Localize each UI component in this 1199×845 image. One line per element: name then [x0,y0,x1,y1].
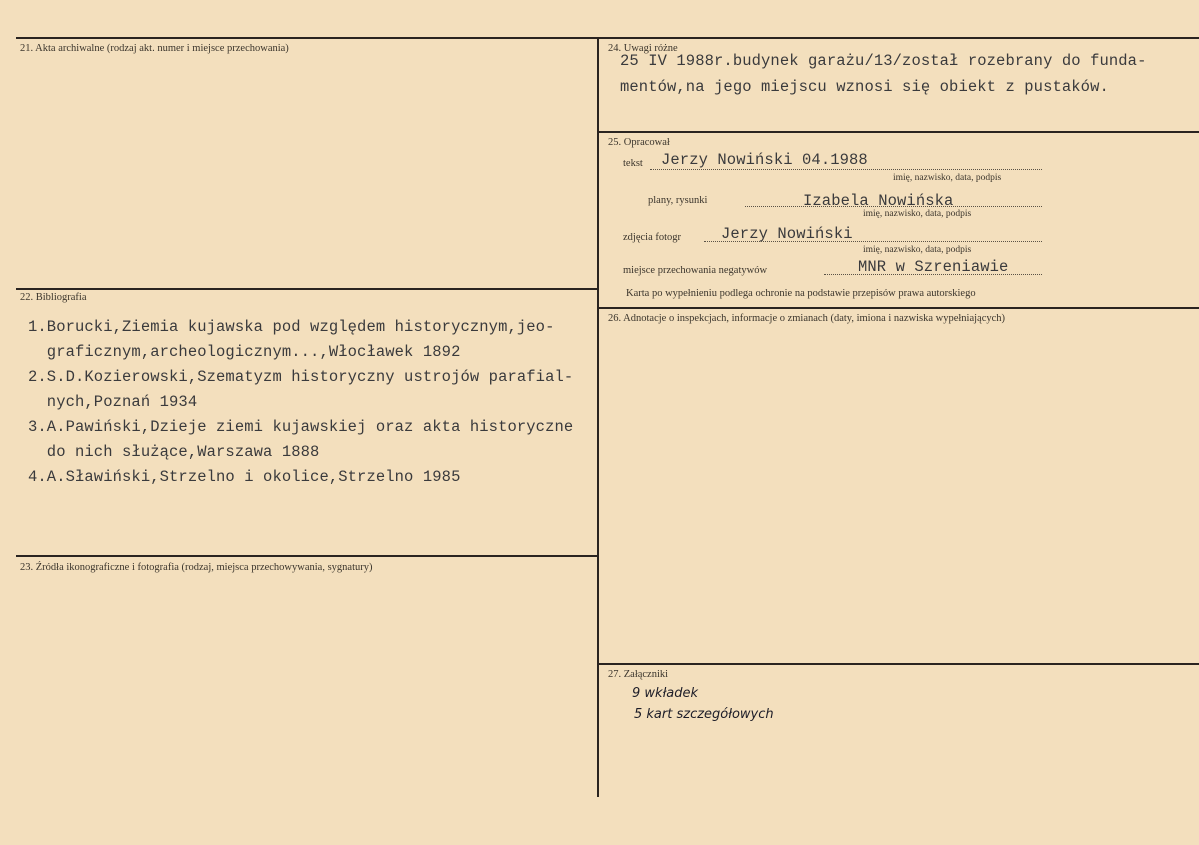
section-27-label: 27. Załączniki [608,669,669,680]
zdjecia-label: zdjęcia fotogr [623,232,682,243]
attachment-line: 9 wkładek [632,686,699,701]
divider-21-22 [16,288,598,290]
divider-24-25 [598,131,1199,133]
miejsce-label: miejsce przechowania negatywów [623,265,768,276]
tekst-value: Jerzy Nowiński 04.1988 [661,151,868,169]
section-25-label: 25. Opracował [608,137,670,148]
miejsce-value: MNR w Szreniawie [858,258,1009,276]
divider-26-27 [598,663,1199,665]
section-21-label: 21. Akta archiwalne (rodzaj akt. numer i miejsce przechowania) [20,43,289,54]
copyright-note: Karta po wypełnieniu podlega ochronie na podstawie przepisów prawa autorskiego [626,288,976,299]
plany-caption: imię, nazwisko, data, podpis [863,209,972,219]
zdjecia-value: Jerzy Nowiński [721,225,853,243]
remarks-line: mentów,na jego miejscu wznosi się obiekt z pustaków. [620,78,1109,96]
miejsce-dotted-line [824,274,1042,275]
bibliography-line: 1.Borucki,Ziemia kujawska pod względem historycznym,jeo- [28,318,555,336]
zdjecia-dotted-line [704,241,1042,242]
bibliography-line: nych,Poznań 1934 [28,393,198,411]
section-26-label: 26. Adnotacje o inspekcjach, informacje o zmianach (daty, imiona i nazwiska wypełniających) [608,313,1006,324]
bibliography-line: 3.A.Pawiński,Dzieje ziemi kujawskiej oraz akta historyczne [28,418,574,436]
section-24-label: 24. Uwagi różne [608,43,678,54]
divider-25-26 [598,307,1199,309]
tekst-label: tekst [623,158,643,169]
bibliography-line: do nich służące,Warszawa 1888 [28,443,320,461]
plany-dotted-line [745,206,1042,207]
plany-value: Izabela Nowińska [803,192,954,210]
divider-22-23 [16,555,598,557]
section-22-label: 22. Bibliografia [20,292,87,303]
tekst-dotted-line [650,169,1042,170]
column-divider [597,37,599,797]
bibliography-line: 4.A.Sławiński,Strzelno i okolice,Strzelno 1985 [28,468,461,486]
plany-label: plany, rysunki [648,195,708,206]
tekst-caption: imię, nazwisko, data, podpis [893,173,1002,183]
remarks-line: 25 IV 1988r.budynek garażu/13/został rozebrany do funda- [620,52,1147,70]
attachment-line: 5 kart szczegółowych [634,707,774,722]
bibliography-line: graficznym,archeologicznym...,Włocławek 1892 [28,343,461,361]
bibliography-line: 2.S.D.Kozierowski,Szematyzm historyczny ustrojów parafial- [28,368,574,386]
top-border [16,37,1199,39]
section-23-label: 23. Źródła ikonograficzne i fotografia (rodzaj, miejsca przechowywania, sygnatury) [20,562,373,573]
zdjecia-caption: imię, nazwisko, data, podpis [863,245,972,255]
